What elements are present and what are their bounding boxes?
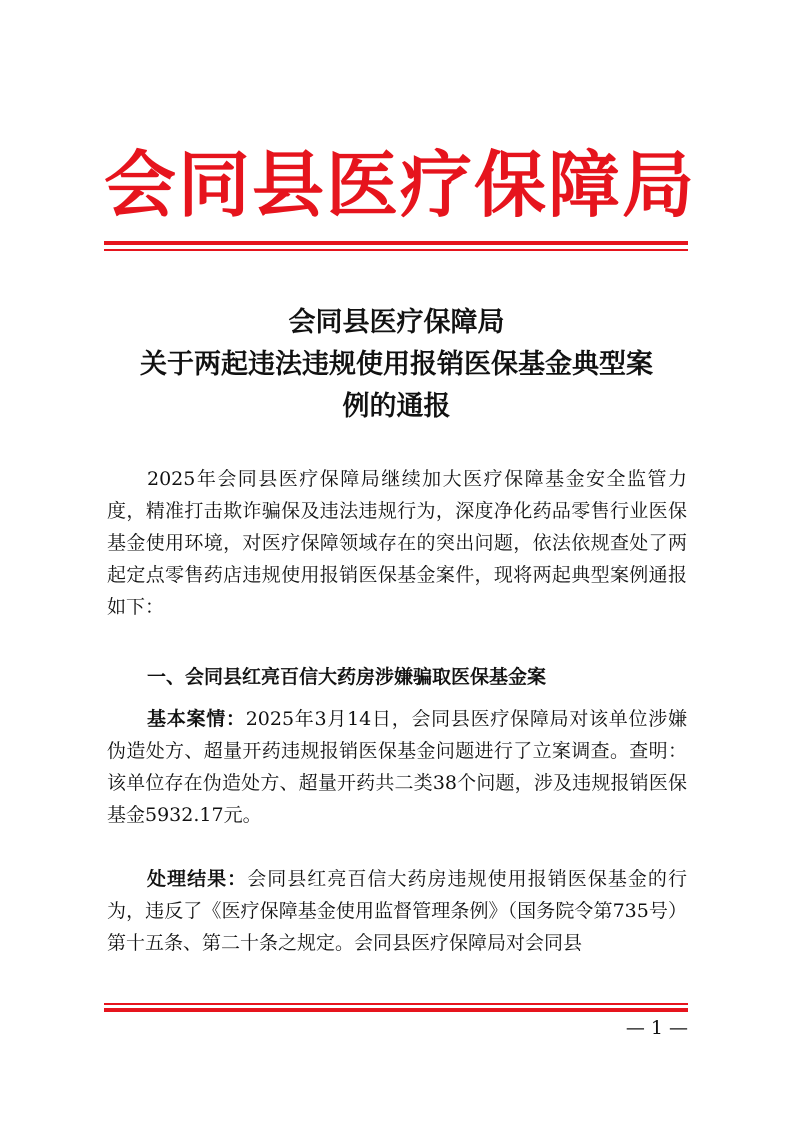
result-label: 处理结果：	[147, 868, 248, 890]
basic-case-paragraph	[107, 703, 687, 831]
masthead-divider-thin	[104, 249, 688, 251]
intro-paragraph: 2025年会同县医疗保障局继续加大医疗保障基金安全监管力度，精准打击欺诈骗保及违法违规行为，深度净化药品零售行业医保基金使用环境，对医疗保障领域存在的突出问题，依法依规查处了两起定点零售药店违规使用报销医保基金案件，现将两起典型案例通报如下：	[107, 468, 687, 618]
basic-case-text: 2025年3月14日，会同县医疗保障局对该单位涉嫌伪造处方、超量开药违规报销医保基金问题进行了立案调查。查明：该单位存在伪造处方、超量开药共二类38个问题，涉及违规报销医保基金5932.17元。	[107, 708, 687, 826]
masthead-org-name: 会同县医疗保障局	[104, 142, 697, 227]
result-text: 会同县红亮百信大药房违规使用报销医保基金的行为，违反了《医疗保障基金使用监督管理条例》（国务院令第735号）第十五条、第二十条之规定。会同县医疗保障局对会同县	[107, 868, 687, 954]
section-heading-1: 一、会同县红亮百信大药房涉嫌骗取医保基金案	[147, 666, 547, 688]
result-paragraph	[107, 863, 687, 959]
document-title-line-2: 关于两起违法违规使用报销医保基金典型案	[140, 349, 653, 380]
basic-case-label: 基本案情：	[147, 708, 246, 730]
page-number: — 1 —	[625, 1017, 688, 1039]
document-title-line-1: 会同县医疗保障局	[288, 307, 505, 338]
footer-divider-thin	[104, 1003, 688, 1005]
footer-divider-thick	[104, 1008, 688, 1012]
masthead-divider-thick	[104, 241, 688, 245]
document-title-line-3: 例的通报	[342, 391, 451, 422]
